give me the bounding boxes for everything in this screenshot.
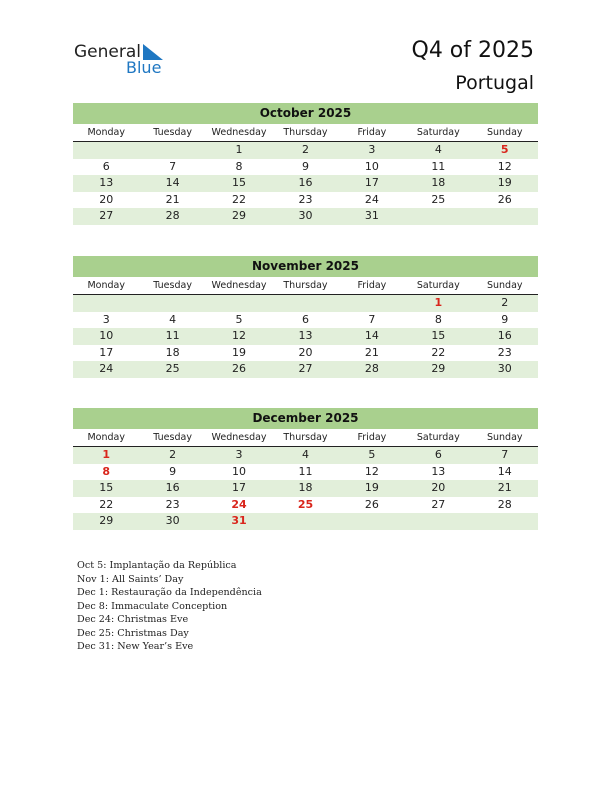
weekday-label: Saturday (416, 432, 460, 443)
day-cell (339, 513, 405, 530)
day-cell: 2 (169, 448, 177, 461)
weekday-label: Tuesday (153, 127, 192, 138)
day-cell: 14 (364, 329, 379, 342)
day-cell (73, 142, 139, 159)
day-cell: 2 (501, 296, 509, 309)
day-cell: 22 (431, 345, 446, 359)
day-cell: 29 (99, 514, 114, 527)
day-cell: 23 (165, 497, 180, 511)
month-december (73, 408, 538, 530)
day-cell (272, 513, 338, 530)
month-header: October 2025 (73, 103, 538, 124)
weekday-label: Sunday (486, 432, 523, 443)
day-cell: 3 (102, 312, 110, 326)
day-cell (73, 295, 139, 312)
weekday-label: Wednesday (211, 127, 267, 138)
day-cell: 6 (301, 312, 309, 326)
weekday-label: Monday (87, 432, 125, 443)
day-cell: 3 (368, 143, 376, 156)
day-cell: 20 (298, 345, 313, 359)
weekday-label: Sunday (486, 280, 523, 291)
holiday-list (77, 559, 262, 654)
weekday-header-row (73, 429, 538, 447)
week-row (73, 497, 538, 514)
day-cell: 27 (431, 497, 446, 511)
day-cell: 27 (298, 362, 313, 375)
weekday-label: Tuesday (153, 280, 192, 291)
day-cell: 24 (364, 192, 379, 206)
holiday-day-cell: 25 (297, 497, 314, 511)
day-cell (405, 513, 471, 530)
day-cell: 16 (497, 329, 512, 342)
holiday-item: Nov 1: All Saints’ Day (77, 573, 184, 585)
day-cell: 2 (301, 143, 309, 156)
day-cell: 8 (434, 312, 442, 326)
month-header: November 2025 (73, 256, 538, 277)
day-cell: 28 (364, 362, 379, 375)
day-cell: 10 (232, 464, 247, 478)
day-cell: 22 (99, 497, 114, 511)
day-cell: 6 (102, 159, 110, 173)
day-cell: 30 (497, 362, 512, 375)
day-cell: 23 (497, 345, 512, 359)
day-cell: 12 (232, 329, 247, 342)
logo (74, 40, 194, 80)
holiday-item: Oct 5: Implantação da República (77, 560, 237, 571)
day-cell: 9 (169, 464, 177, 478)
weekday-label: Friday (357, 432, 387, 443)
weekday-label: Friday (357, 127, 387, 138)
holiday-item: Dec 1: Restauração da Independência (77, 587, 262, 598)
day-cell: 28 (165, 209, 180, 222)
weekday-label: Wednesday (211, 432, 267, 443)
day-cell: 5 (368, 448, 376, 461)
week-row (73, 513, 538, 530)
day-cell: 7 (501, 448, 509, 461)
day-cell: 21 (165, 192, 180, 206)
weekday-label: Thursday (283, 127, 328, 138)
month-header: December 2025 (73, 408, 538, 429)
week-row (73, 447, 538, 464)
day-cell: 20 (99, 192, 114, 206)
day-cell: 19 (232, 345, 247, 359)
day-cell (139, 295, 205, 312)
day-cell (405, 208, 471, 225)
day-cell: 5 (235, 312, 243, 326)
day-cell: 26 (232, 362, 247, 375)
day-cell: 27 (99, 209, 114, 222)
holiday-day-cell: 5 (500, 143, 509, 156)
day-cell: 29 (232, 209, 247, 222)
holiday-item: Dec 8: Immaculate Conception (77, 600, 228, 612)
day-cell: 30 (165, 514, 180, 527)
day-cell: 14 (165, 176, 180, 189)
day-cell: 30 (298, 209, 313, 222)
week-row (73, 361, 538, 378)
day-cell: 6 (434, 448, 442, 461)
day-cell: 18 (431, 176, 446, 189)
day-cell: 17 (99, 345, 114, 359)
day-cell: 22 (232, 192, 247, 206)
page-title: Q4 of 2025 (411, 38, 534, 63)
week-row (73, 345, 538, 362)
day-cell: 26 (364, 497, 379, 511)
day-cell: 21 (497, 481, 512, 494)
day-cell (472, 513, 538, 530)
day-cell: 17 (232, 481, 247, 494)
month-october (73, 103, 538, 225)
holiday-item: Dec 25: Christmas Day (77, 627, 189, 639)
day-cell (339, 295, 405, 312)
day-cell (206, 295, 272, 312)
day-cell: 18 (165, 345, 180, 359)
holiday-item: Dec 24: Christmas Eve (77, 614, 189, 625)
day-cell: 23 (298, 192, 313, 206)
day-cell: 15 (431, 329, 446, 342)
week-row (73, 328, 538, 345)
holiday-day-cell: 8 (102, 464, 111, 478)
day-cell: 12 (497, 159, 512, 173)
day-cell (272, 295, 338, 312)
day-cell: 16 (165, 481, 180, 494)
day-cell (472, 208, 538, 225)
day-cell: 26 (497, 192, 512, 206)
week-row (73, 175, 538, 192)
day-cell: 16 (298, 176, 313, 189)
week-row (73, 159, 538, 176)
day-cell: 4 (301, 448, 309, 461)
day-cell: 9 (301, 159, 309, 173)
weekday-label: Saturday (416, 280, 460, 291)
weekday-label: Wednesday (211, 280, 267, 291)
holiday-day-cell: 1 (434, 296, 443, 309)
day-cell (139, 142, 205, 159)
day-cell: 17 (364, 176, 379, 189)
weekday-label: Tuesday (153, 432, 192, 443)
weekday-label: Monday (87, 280, 125, 291)
day-cell: 21 (364, 345, 379, 359)
country-name: Portugal (455, 72, 534, 94)
day-cell: 1 (235, 143, 243, 156)
logo-blue-text: Blue (126, 58, 162, 77)
day-cell: 7 (169, 159, 177, 173)
day-cell: 15 (232, 176, 247, 189)
weekday-header-row (73, 124, 538, 142)
day-cell: 25 (431, 192, 446, 206)
day-cell: 7 (368, 312, 376, 326)
weekday-label: Monday (87, 127, 125, 138)
weekday-label: Thursday (283, 280, 328, 291)
day-cell: 9 (501, 312, 509, 326)
week-row (73, 464, 538, 481)
day-cell: 13 (298, 329, 313, 342)
holiday-day-cell: 1 (102, 448, 111, 461)
week-row (73, 480, 538, 497)
day-cell: 10 (364, 159, 379, 173)
day-cell: 12 (364, 464, 379, 478)
month-november (73, 256, 538, 378)
holiday-item: Dec 31: New Year’s Eve (77, 641, 194, 652)
week-row (73, 192, 538, 209)
week-row (73, 142, 538, 159)
day-cell: 14 (497, 464, 512, 478)
day-cell: 19 (364, 481, 379, 494)
day-cell: 18 (298, 481, 313, 494)
weekday-label: Friday (357, 280, 387, 291)
day-cell: 11 (431, 159, 446, 173)
weekday-label: Saturday (416, 127, 460, 138)
holiday-day-cell: 24 (231, 497, 247, 511)
weekday-label: Thursday (283, 432, 328, 443)
week-row (73, 208, 538, 225)
day-cell: 24 (99, 362, 114, 375)
day-cell: 11 (165, 329, 180, 342)
week-row (73, 295, 538, 312)
day-cell: 11 (298, 464, 313, 478)
day-cell: 28 (497, 497, 512, 511)
day-cell: 20 (431, 481, 446, 494)
day-cell: 3 (235, 448, 243, 461)
day-cell: 4 (434, 143, 442, 156)
day-cell: 13 (431, 464, 446, 478)
day-cell: 4 (169, 312, 177, 326)
day-cell: 31 (364, 209, 379, 222)
weekday-label: Sunday (486, 127, 523, 138)
week-row (73, 312, 538, 329)
day-cell: 10 (99, 329, 114, 342)
weekday-header-row (73, 277, 538, 295)
day-cell: 29 (431, 362, 446, 375)
day-cell: 13 (99, 176, 114, 189)
day-cell: 25 (165, 362, 180, 375)
holiday-day-cell: 31 (231, 514, 247, 527)
day-cell: 19 (497, 176, 512, 189)
day-cell: 15 (99, 481, 114, 494)
day-cell: 8 (235, 159, 243, 173)
logo-general-text: General (74, 42, 141, 62)
